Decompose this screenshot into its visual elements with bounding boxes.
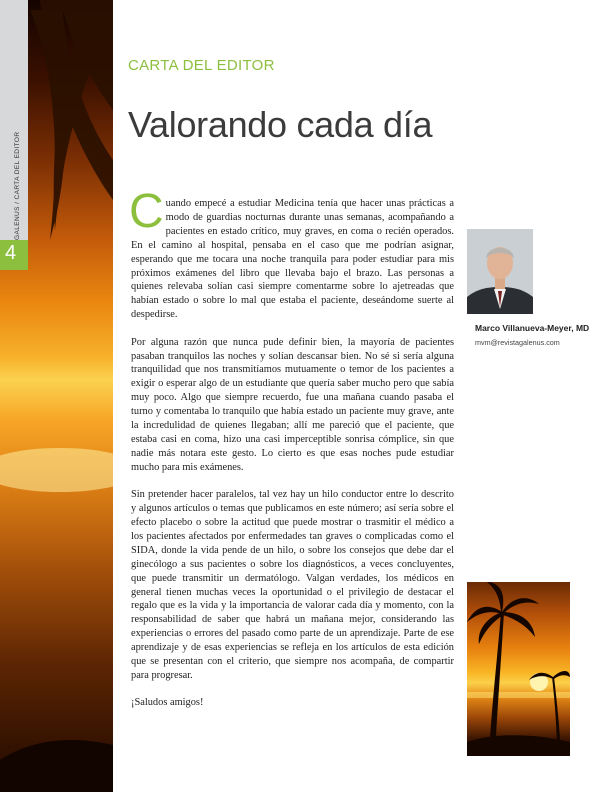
paragraph-2: Por alguna razón que nunca pude definir bien, la mayoría de pacientes pasaban tranquilos las noches y solían descansar bien. No sé si sería alguna tranquilidad que nos transmitíamos mutuamente o temor de los pacientes a exigir o esperar algo de un estudiante que quería saber mucho pero que sabía muy poco. Algo que siempre recuerdo, fue una mañana cuando pasaba el turno y comentaba lo tranquilo que había estado un paciente muy grave, ante la incredulidad de quienes llegaban; allí me pareció que el paciente, que estaba casi en coma, hizo una casi imperceptible sonrisa cómplice, sin que nadie más notara este gesto. Lo cierto es que esas noches pude estudiar mucho para mis exámenes.	[131, 336, 454, 473]
running-head: GALENUS / CARTA DEL EDITOR	[14, 131, 21, 240]
sunset-palm-photo	[467, 582, 570, 756]
drop-cap: C	[129, 185, 164, 238]
author-portrait-illustration	[467, 229, 533, 314]
author-photo	[467, 229, 533, 314]
paragraph-1-text: uando empecé a estudiar Medicina tenía que hacer unas prácticas a modo de guardias nocturnas durante unas semanas, acompañando a pacientes en estado crítico, muy graves, en coma o recién operados. En el camino al hospital, pensaba en el caso que me podrían asignar, esperando que me tocara una noche tranquila para poder estudiar para mis próximos exámenes del libro que llevaba bajo el brazo. Las personas a quienes relevaba solían casi siempre comentarme sobre lo ajetreadas que habían estado o sobre lo mal que estaba el paciente, deseándome suerte al despedirse.	[131, 198, 454, 321]
author-email[interactable]: mvm@revistagalenus.com	[475, 338, 560, 347]
page-number: 4	[5, 242, 17, 264]
paragraph-1	[129, 185, 454, 322]
section-label: CARTA DEL EDITOR	[128, 57, 275, 74]
article-title: Valorando cada día	[128, 104, 433, 145]
article-body	[129, 185, 454, 724]
paragraph-3: Sin pretender hacer paralelos, tal vez hay un hilo conductor entre lo descrito y algunos artículos o temas que publicamos en este número; así sería sobre el efecto placebo o sobre la actitud que puede mostrar o trasmitir el médico a los pacientes afectados por enfermedades tan graves o complicadas como el SIDA, donde la vida pende de un hilo, o sobre los consejos que debe dar el ginecólogo a sus pacientes o sobre los diagnósticos, a veces concluyentes, que puede transmitir un dermatólogo. Valgan verdades, los médicos en general tienen muchas veces la oportunidad o el privilegio de destacar el regalo que es la vida y la importancia de valorar cada día y momento, con la responsabilidad de saber que habrá un mañana mejor, considerando las experiencias o errores del pasado como parte de un aprendizaje. Parte de ese aprendizaje y de esas experiencias se refleja en los artículos de esta edición que se presentan con el criterio, que siempre nos acompaña, de compartir para progresar.	[131, 489, 454, 681]
paragraph-4: ¡Saludos amigos!	[131, 697, 204, 709]
sunset-palm-illustration	[467, 582, 570, 756]
author-name: Marco Villanueva-Meyer, MD	[475, 323, 590, 333]
